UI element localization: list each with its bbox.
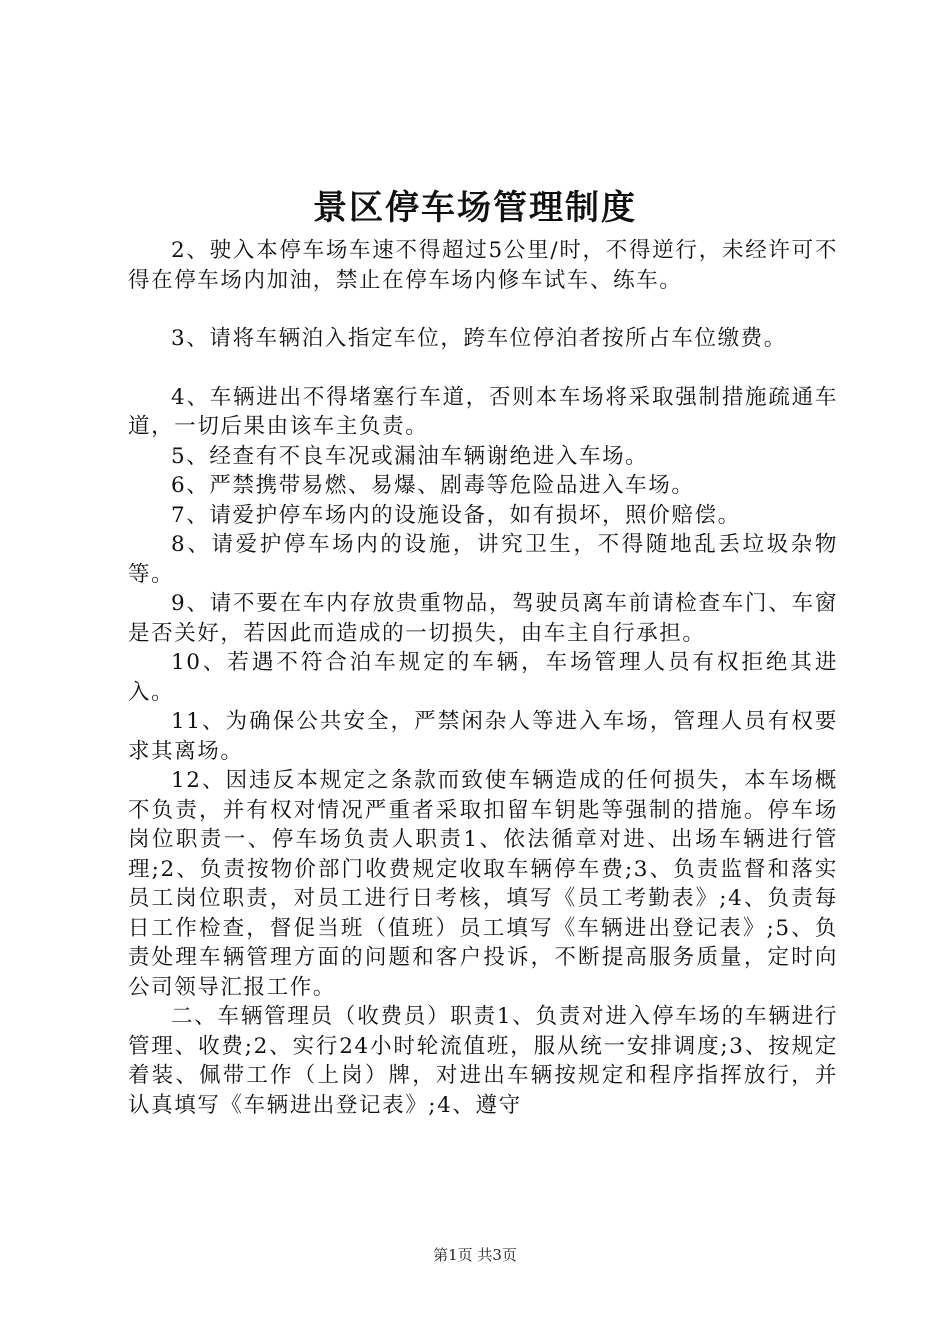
paragraph-2: 2、驶入本停车场车速不得超过5公里/时，不得逆行，未经许可不得在停车场内加油，禁止在停车场内修车试车、练车。 (128, 238, 838, 293)
paragraph-8: 8、请爱护停车场内的设施，讲究卫生，不得随地乱丢垃圾杂物等。 (128, 532, 838, 587)
paragraph-12: 12、因违反本规定之条款而致使车辆造成的任何损失，本车场概不负责，并有权对情况严重者采取扣留车钥匙等强制的措施。停车场岗位职责一、停车场负责人职责1、依法循章对进、出场车辆进行管理;2、负责按物价部门收费规定收取车辆停车费;3、负责监督和落实员工岗位职责，对员工进行日考核，填写《员工考勤表》;4、负责每日工作检查，督促当班（值班）员工填写《车辆进出登记表》;5、负责处理车辆管理方面的问题和客户投诉，不断提高服务质量，定时向公司领导汇报工作。 (128, 768, 838, 1000)
paragraph-4: 4、车辆进出不得堵塞行车道，否则本车场将采取强制措施疏通车道，一切后果由该车主负责。 (128, 384, 838, 439)
document-body (128, 236, 838, 1120)
paragraph-7: 7、请爱护停车场内的设施设备，如有损坏，照价赔偿。 (171, 502, 741, 528)
document-title: 景区停车场管理制度 (313, 188, 637, 228)
paragraph-5: 5、经查有不良车况或漏油车辆谢绝进入车场。 (171, 443, 649, 469)
paragraph-3: 3、请将车辆泊入指定车位，跨车位停泊者按所占车位缴费。 (171, 326, 787, 351)
page-footer: 第1页 共3页 (433, 1246, 517, 1264)
paragraph-10: 10、若遇不符合泊车规定的车辆，车场管理人员有权拒绝其进入。 (128, 650, 838, 705)
paragraph-9: 9、请不要在车内存放贵重物品，驾驶员离车前请检查车门、车窗是否关好，若因此而造成的一切损失，由车主自行承担。 (128, 591, 838, 646)
paragraph-section-2: 二、车辆管理员（收费员）职责1、负责对进入停车场的车辆进行管理、收费;2、实行24小时轮流值班，服从统一安排调度;3、按规定着装、佩带工作（上岗）牌，对进出车辆按规定和程序指挥放行，并认真填写《车辆进出登记表》;4、遵守 (128, 1004, 838, 1118)
paragraph-11: 11、为确保公共安全，严禁闲杂人等进入车场，管理人员有权要求其离场。 (128, 709, 838, 764)
paragraph-6: 6、严禁携带易燃、易爆、剧毒等危险品进入车场。 (171, 473, 695, 498)
